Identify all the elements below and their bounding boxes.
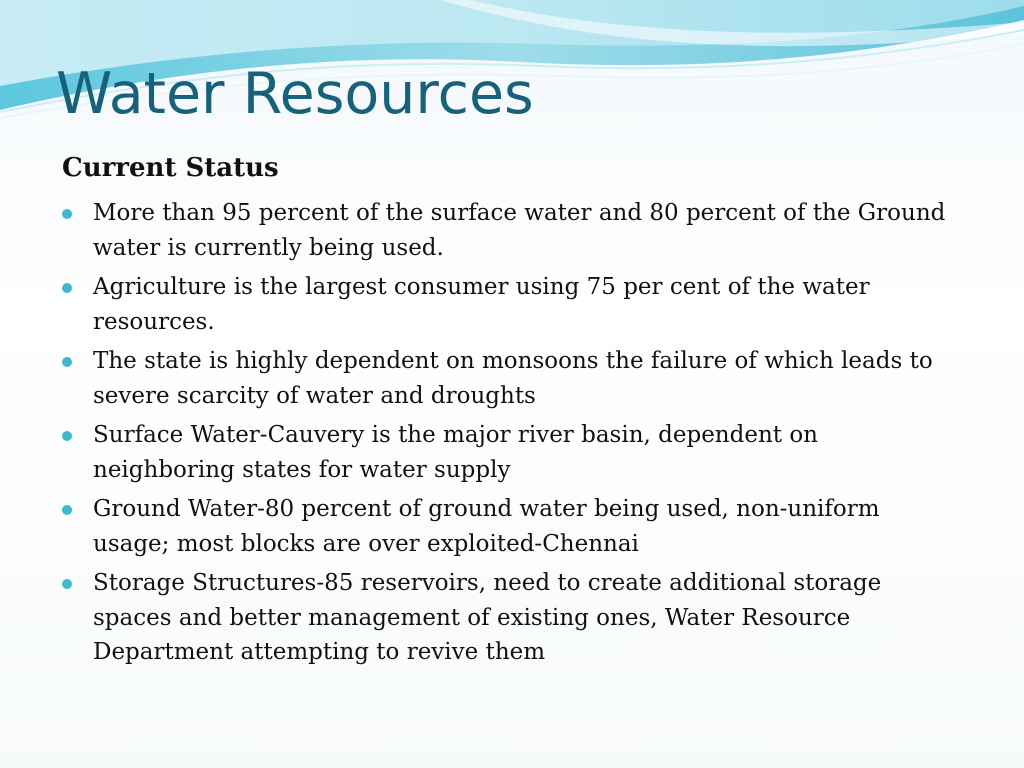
bullet-dot-icon [62,357,72,367]
slide-title: Water Resources [56,61,534,127]
bullet-item [62,344,962,413]
section-subtitle: Current Status [62,153,279,183]
bullet-text: Agriculture is the largest consumer using 75 per cent of the water resources. [93,274,870,335]
bullet-text: Ground Water-80 percent of ground water being used, non-uniform usage; most blocks are over exploited-Chennai [93,496,880,557]
bullet-dot-icon [62,431,72,441]
bullet-text: Storage Structures-85 reservoirs, need to create additional storage spaces and better management of existing ones, Water Resource Department attempting to revive them [93,570,882,665]
bullet-text: More than 95 percent of the surface water and 80 percent of the Ground water is currently being used. [93,200,946,261]
bullet-item [62,270,962,339]
bullet-list [62,196,962,675]
bullet-item [62,418,962,487]
bullet-dot-icon [62,283,72,293]
bullet-text: Surface Water-Cauvery is the major river basin, dependent on neighboring states for water supply [93,422,818,483]
bullet-dot-icon [62,505,72,515]
bullet-dot-icon [62,209,72,219]
bullet-item [62,566,962,670]
bullet-dot-icon [62,579,72,589]
bullet-item [62,492,962,561]
bullet-text: The state is highly dependent on monsoons the failure of which leads to severe scarcity of water and droughts [93,348,933,409]
bullet-item [62,196,962,265]
